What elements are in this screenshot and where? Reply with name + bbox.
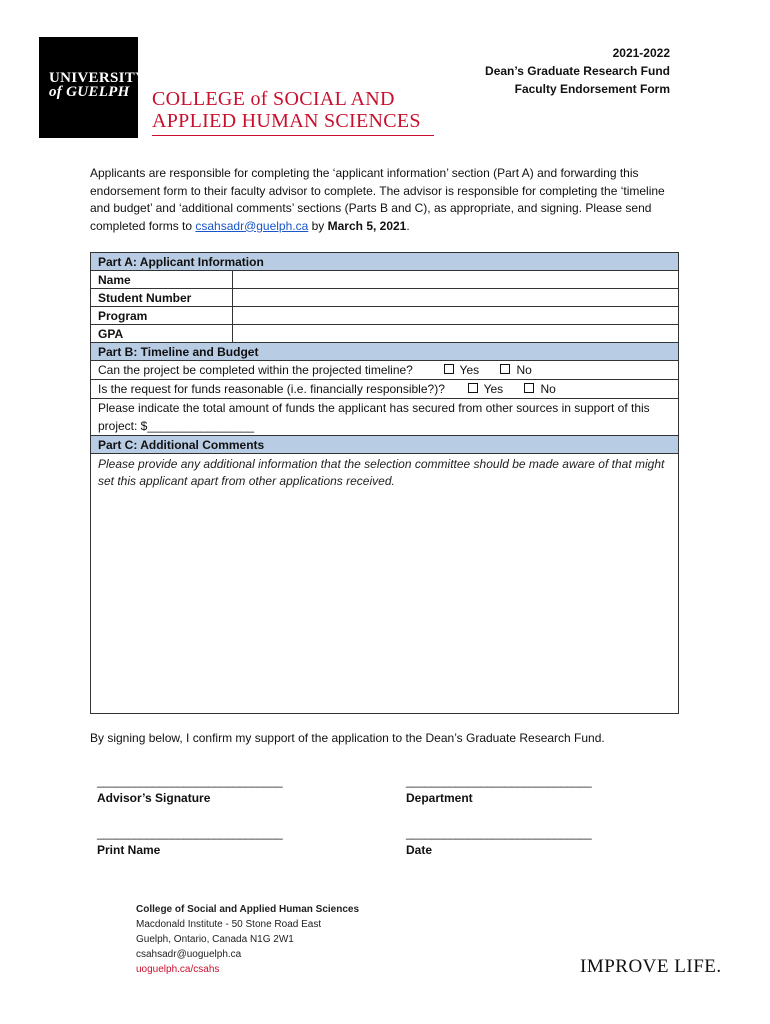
student-number-field[interactable]	[233, 289, 678, 306]
advisor-signature-label: Advisor’s Signature	[97, 791, 211, 805]
logo-line-2: of GUELPH	[49, 84, 130, 100]
form-row-gpa	[91, 325, 678, 343]
advisor-signature-line[interactable]: ______________________________	[97, 774, 283, 788]
checkbox-icon[interactable]	[468, 383, 478, 393]
form-row-program	[91, 307, 678, 325]
form-title: Faculty Endorsement Form	[514, 82, 670, 96]
part-a-heading: Part A: Applicant Information	[91, 253, 678, 271]
improve-life-tagline: IMPROVE LIFE.	[580, 956, 722, 977]
yes-label: Yes	[483, 382, 504, 396]
footer-contact	[136, 902, 359, 977]
university-logo	[39, 37, 147, 138]
funds-question-text: Is the request for funds reasonable (i.e. financially responsible?)?	[98, 382, 445, 396]
no-label: No	[516, 363, 532, 377]
form-row-student-number	[91, 289, 678, 307]
fund-title: Dean’s Graduate Research Fund	[485, 64, 670, 78]
checkbox-icon[interactable]	[500, 364, 510, 374]
print-name-line[interactable]: ______________________________	[97, 826, 283, 840]
college-name	[152, 88, 421, 132]
submission-email-link[interactable]: csahsadr@guelph.ca	[195, 218, 309, 233]
additional-comments-field[interactable]: Please provide any additional information that the selection committee should be made aware of that might set this applicant apart from other applications received.	[98, 457, 665, 488]
field-label: Program	[91, 307, 233, 324]
department-line[interactable]: ______________________________	[406, 774, 592, 788]
gpa-field[interactable]	[233, 325, 678, 342]
form-year: 2021-2022	[612, 46, 670, 60]
form-row-name	[91, 271, 678, 289]
funds-yes-option[interactable]	[468, 382, 504, 396]
program-field[interactable]	[233, 307, 678, 324]
deadline: March 5, 2021	[327, 218, 407, 233]
intro-paragraph	[90, 165, 680, 235]
funds-secured-field[interactable]: Please indicate the total amount of funds the applicant has secured from other sources in support of this project: $________________	[91, 399, 678, 436]
funds-reasonable-question	[91, 380, 678, 399]
field-label: Student Number	[91, 289, 233, 306]
checkbox-icon[interactable]	[444, 364, 454, 374]
intro-period: .	[406, 218, 410, 233]
confirmation-statement: By signing below, I confirm my support of the application to the Dean’s Graduate Research Fund.	[90, 731, 605, 745]
footer-address-2: Guelph, Ontario, Canada N1G 2W1	[136, 934, 294, 945]
footer-url-link[interactable]: uoguelph.ca/csahs	[136, 964, 220, 975]
funds-no-option[interactable]	[524, 382, 555, 396]
logo-line-1: UNIVERSITY	[49, 70, 147, 86]
timeline-yes-option[interactable]	[444, 363, 480, 377]
endorsement-form	[90, 252, 679, 714]
print-name-label: Print Name	[97, 843, 161, 857]
department-label: Department	[406, 791, 473, 805]
checkbox-icon[interactable]	[524, 383, 534, 393]
intro-text: Applicants are responsible for completing the ‘applicant information’ section (Part A) and forwarding this endorsement form to their faculty advisor to complete. The advisor is responsible for completing the ‘timeline and budget’ and ‘additional comments’ sections (Parts B and C), as appropriate, and signing. Please send completed forms to	[90, 166, 665, 233]
no-label: No	[540, 382, 556, 396]
field-label: Name	[91, 271, 233, 288]
timeline-no-option[interactable]	[500, 363, 531, 377]
footer-email[interactable]: csahsadr@uoguelph.ca	[136, 949, 242, 960]
timeline-question	[91, 361, 678, 380]
date-line[interactable]: ______________________________	[406, 826, 592, 840]
date-label: Date	[406, 843, 433, 857]
college-name-line-2: APPLIED HUMAN SCIENCES	[152, 110, 421, 132]
name-field[interactable]	[233, 271, 678, 288]
part-b-heading: Part B: Timeline and Budget	[91, 343, 678, 361]
field-label: GPA	[91, 325, 233, 342]
intro-by: by	[308, 218, 328, 233]
yes-label: Yes	[459, 363, 480, 377]
part-c-heading: Part C: Additional Comments	[91, 436, 678, 454]
timeline-question-text: Can the project be completed within the projected timeline?	[98, 363, 413, 377]
form-header	[485, 44, 670, 98]
college-underline	[152, 135, 434, 136]
college-name-line-1: COLLEGE of SOCIAL AND	[152, 88, 395, 110]
footer-college-name: College of Social and Applied Human Sciences	[136, 904, 360, 915]
footer-address-1: Macdonald Institute - 50 Stone Road East	[136, 919, 322, 930]
